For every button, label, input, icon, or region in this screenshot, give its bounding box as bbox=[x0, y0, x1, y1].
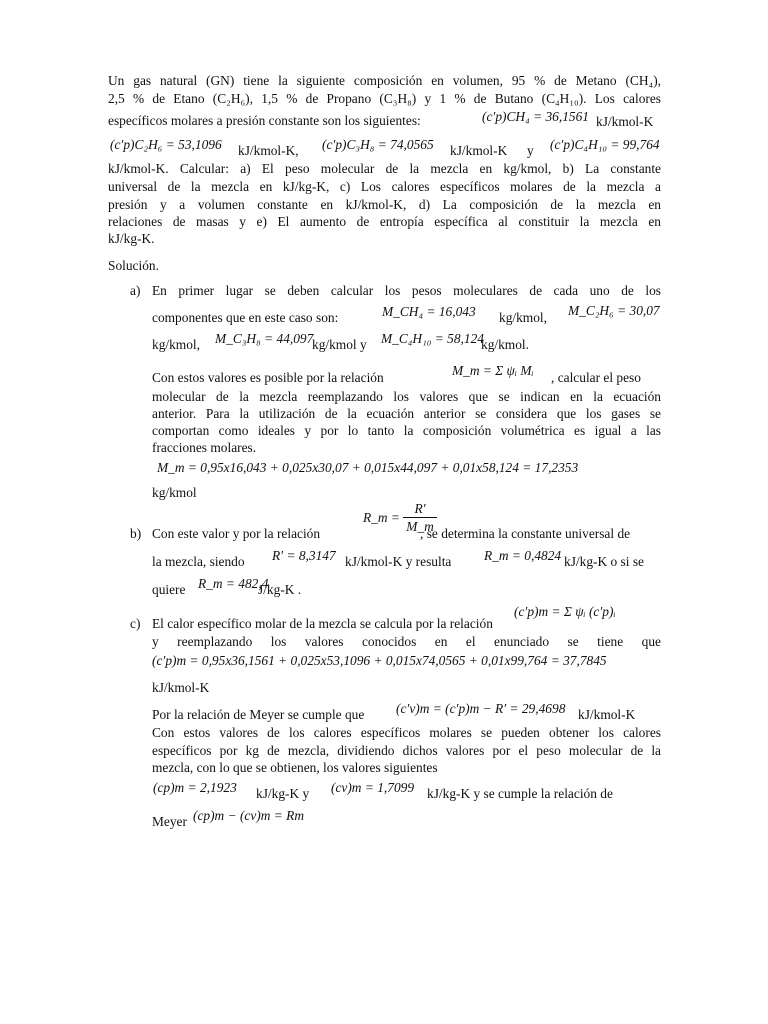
part-a-marker: a) bbox=[130, 283, 141, 298]
part-b-marker: b) bbox=[130, 526, 142, 541]
part-c-line-6: específicos por kg de mezcla, dividiendo dichos valores por el peso molecular de la bbox=[152, 743, 661, 758]
part-b-line-1b: , se determina la constante universal de bbox=[420, 526, 631, 541]
part-c-line-8a: kJ/kg-K y bbox=[256, 786, 310, 801]
conjunction-y: y bbox=[527, 143, 534, 158]
part-c-line-5: Con estos valores de los calores específicos molares se pueden obtener los calores bbox=[152, 725, 661, 740]
unit-cp-c3h8: kJ/kmol-K bbox=[450, 143, 508, 158]
equation-cp-c2h6: (c′p)C₂H₆ = 53,1096 bbox=[110, 137, 222, 152]
equation-rm-joule: R_m = 482,4 bbox=[198, 576, 269, 591]
part-b-line-2b: kJ/kmol-K y resulta bbox=[345, 554, 452, 569]
intro-line-1: Un gas natural (GN) tiene la siguiente composición en volumen, 95 % de Metano (CH₄), bbox=[108, 73, 661, 88]
part-c-line-9a: Meyer bbox=[152, 814, 187, 829]
equation-rm-lhs: R_m = bbox=[363, 510, 400, 526]
part-a-line-8: fracciones molares. bbox=[152, 440, 257, 455]
equation-cp-c3h8: (c′p)C₃H₈ = 74,0565 bbox=[322, 137, 434, 152]
part-a-line-3a: kg/kmol, bbox=[152, 337, 200, 352]
equation-cpm-calc: (c′p)m = 0,95x36,1561 + 0,025x53,1096 + 0,015x74,0565 + 0,01x99,764 = 37,7845 bbox=[152, 653, 607, 668]
part-c-line-8b: kJ/kg-K y se cumple la relación de bbox=[427, 786, 613, 801]
solution-heading: Solución. bbox=[108, 258, 159, 273]
part-c-line-4b: kJ/kmol-K bbox=[578, 707, 636, 722]
part-a-line-5: molecular de la mezcla reemplazando los valores que se indican en la ecuación bbox=[152, 389, 661, 404]
intro-line-2: 2,5 % de Etano (C₂H₆), 1,5 % de Propano (C₃H₈) y 1 % de Butano (C₄H₁₀). Los calores bbox=[108, 91, 661, 106]
equation-rm-value: R_m = 0,4824 bbox=[484, 548, 562, 563]
part-a-line-1: En primer lugar se deben calcular los pesos moleculares de cada uno de los bbox=[152, 283, 661, 298]
part-c-line-1a: El calor específico molar de la mezcla se calcula por la relación bbox=[152, 616, 493, 631]
intro-line-5: kJ/kmol-K. Calcular: a) El peso molecular de la mezcla en kg/kmol, b) La constante bbox=[108, 161, 661, 176]
part-c-marker: c) bbox=[130, 616, 141, 631]
equation-mixture-molar-mass: M_m = Σ ψᵢ Mᵢ bbox=[452, 363, 534, 378]
part-c-line-4a: Por la relación de Meyer se cumple que bbox=[152, 707, 365, 722]
part-c-line-7: mezcla, con lo que se obtienen, los valores siguientes bbox=[152, 760, 438, 775]
equation-cv-per-kg: (cv)m = 1,7099 bbox=[331, 780, 415, 795]
intro-line-6: universal de la mezcla en kJ/kg-K, c) Los calores específicos molares de la mezcla a bbox=[108, 179, 661, 194]
intro-line-9: kJ/kg-K. bbox=[108, 231, 155, 246]
equation-m-c3h8: M_C₃H₈ = 44,097 bbox=[215, 331, 314, 346]
part-a-line-2-text: componentes que en este caso son: bbox=[152, 310, 339, 325]
unit-cp-ch4: kJ/kmol-K bbox=[596, 114, 654, 129]
equation-rm-numerator: R′ bbox=[403, 500, 437, 518]
part-a-line-3c: kg/kmol. bbox=[481, 337, 529, 352]
part-c-unit-1: kJ/kmol-K bbox=[152, 680, 210, 695]
part-a-line-7: comportan como ideales y por lo tanto la composición volumétrica es igual a las bbox=[152, 423, 661, 438]
equation-cp-per-kg: (cp)m = 2,1923 bbox=[153, 780, 237, 795]
intro-line-3-text: específicos molares a presión constante son los siguientes: bbox=[108, 113, 421, 128]
part-a-line-3b: kg/kmol y bbox=[312, 337, 367, 352]
part-a-line-6: anterior. Para la utilización de la ecuación anterior se considera que los gases se bbox=[152, 406, 661, 421]
equation-cp-ch4: (c′p)CH₄ = 36,1561 bbox=[482, 109, 589, 124]
equation-m-c2h6: M_C₂H₆ = 30,07 bbox=[568, 303, 660, 318]
equation-cp-c4h10: (c′p)C₄H₁₀ = 99,764 bbox=[550, 137, 660, 152]
part-b-line-2a: la mezcla, siendo bbox=[152, 554, 245, 569]
part-b-line-3b: J/kg-K . bbox=[258, 582, 302, 597]
equation-r-prime: R′ = 8,3147 bbox=[272, 548, 336, 563]
equation-m-c4h10: M_C₄H₁₀ = 58,124 bbox=[381, 331, 484, 346]
equation-rm-denominator: M_m bbox=[406, 519, 434, 535]
equation-mixture-calc: M_m = 0,95x16,043 + 0,025x30,07 + 0,015x44,097 + 0,01x58,124 = 17,2353 bbox=[157, 460, 579, 475]
equation-cvm: (c′v)m = (c′p)m − R′ = 29,4698 bbox=[396, 701, 566, 716]
intro-line-3 bbox=[108, 112, 421, 129]
part-b-line-1a: Con este valor y por la relación bbox=[152, 526, 321, 541]
part-c-line-2: y reemplazando los valores conocidos en el enunciado se tiene que bbox=[152, 634, 661, 649]
equation-m-ch4: M_CH₄ = 16,043 bbox=[382, 304, 476, 319]
unit-cp-c2h6: kJ/kmol-K, bbox=[238, 143, 299, 158]
part-a-unit: kg/kmol bbox=[152, 485, 197, 500]
equation-cpm-relation: (c′p)m = Σ ψᵢ (c′p)ᵢ bbox=[514, 604, 616, 619]
part-a-line-4b: , calcular el peso bbox=[551, 370, 641, 385]
intro-line-7: presión y a volumen constante en kJ/kmol-K, d) La composición de la mezcla en bbox=[108, 197, 661, 212]
part-b-line-2c: kJ/kg-K o si se bbox=[564, 554, 644, 569]
part-a-line-4a: Con estos valores es posible por la relación bbox=[152, 370, 384, 385]
part-b-line-3a: quiere bbox=[152, 582, 186, 597]
intro-line-8: relaciones de masas y e) El aumento de entropía específica al constituir la mezcla en bbox=[108, 214, 661, 229]
equation-meyer: (cp)m − (cv)m = Rm bbox=[193, 808, 305, 823]
unit-m-ch4: kg/kmol, bbox=[499, 310, 547, 325]
